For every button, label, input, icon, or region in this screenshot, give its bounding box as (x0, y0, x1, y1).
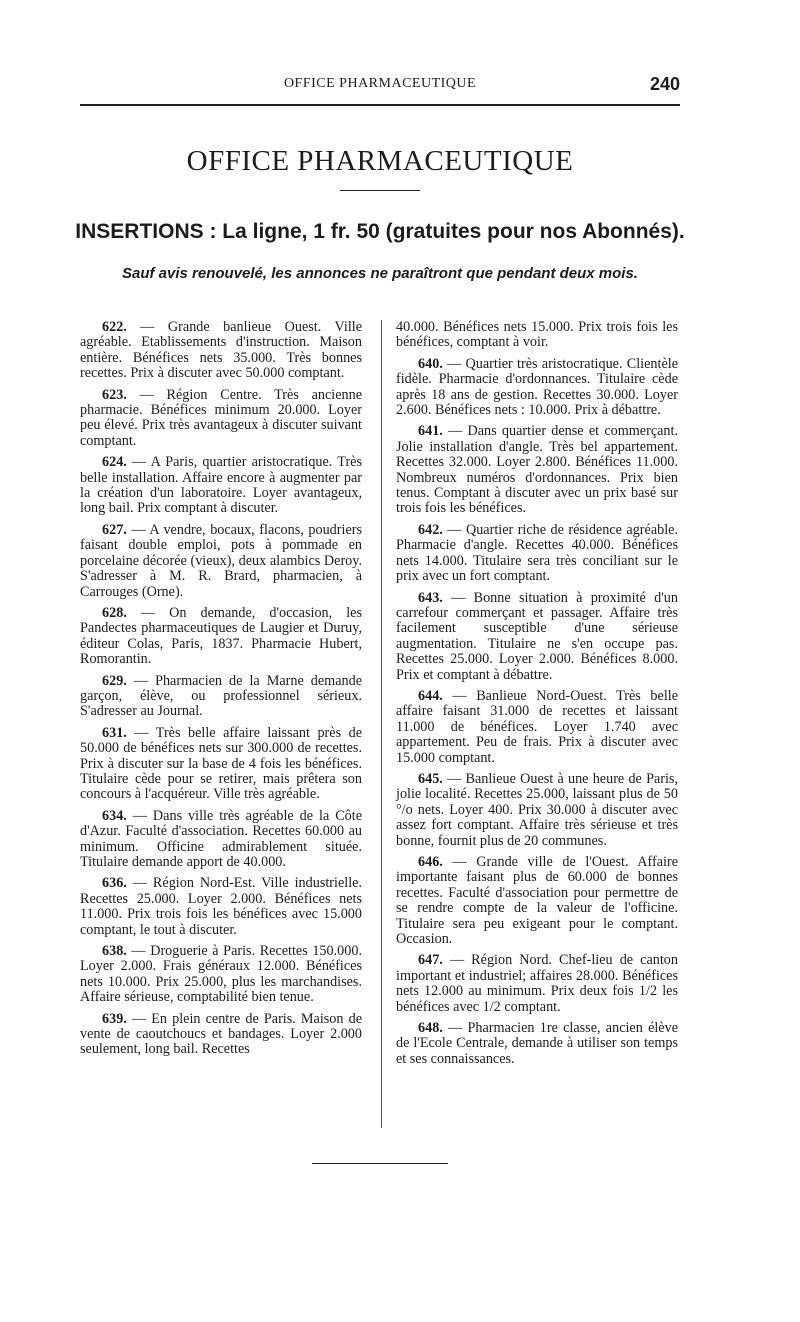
announcement-text: — Région Nord. Chef-lieu de canton important et industriel; affaires 28.000. Bénéfices nets 12.000 au minimum. Prix deux fois 1/2 les bénéfices avec 1/2 comptant. (396, 952, 678, 1015)
announcement (396, 357, 678, 419)
announcement (396, 424, 678, 516)
announcement-number: 629. (102, 672, 127, 689)
running-head (80, 74, 680, 96)
announcement-text: — Très belle affaire laissant près de 50.000 de bénéfices nets sur 300.000 de recettes. Prix à discuter sur la base de 4 fois les bénéfices. Titulaire cède pour se retirer, mais prêtera son concours à l'acquéreur. Ville très agréable. (80, 724, 362, 803)
running-title: OFFICE PHARMACEUTIQUE (283, 76, 477, 91)
announcement (396, 689, 678, 766)
announcement-number: 623. (102, 386, 127, 403)
page-number: 240 (649, 74, 680, 94)
announcement-text: — Grande ville de l'Ouest. Affaire importante faisant plus de 60.000 de bonnes recettes. Faculté d'association pour permettre de se rendre compte de la valeur de l'officine. Titulaire sera peu exigeant pour le comptant. Occasion. (396, 854, 678, 948)
announcement (80, 674, 362, 720)
announcement-number: 628. (102, 604, 127, 621)
announcement-number: 640. (418, 355, 443, 372)
announcement (396, 591, 678, 683)
announcement (80, 523, 362, 600)
announcement (396, 855, 678, 947)
announcement-text: — Grande banlieue Ouest. Ville agréable. Etablissements d'instruction. Maison entière. Bénéfices nets 35.000. Très bonnes recettes. Prix à discuter avec 50.000 comptant. (80, 319, 362, 382)
announcement (396, 1021, 678, 1067)
announcement-text: — Bonne situation à proximité d'un carrefour commerçant et passager. Affaire très facilement susceptible d'une sérieuse augmentation. Titulaire ne s'en occupe pas. Recettes 25.000. Loyer 2.000. Bénéfices 8.000. Prix et comptant à débattre. (396, 589, 678, 683)
announcement-number: 647. (418, 952, 443, 969)
page-title: OFFICE PHARMACEUTIQUE (186, 145, 574, 177)
announcement-number: 645. (418, 770, 443, 787)
footer-rule (312, 1163, 448, 1164)
announcement-text: — Dans quartier dense et commerçant. Jolie installation d'angle. Très bel appartement. Recettes 32.000. Loyer 2.800. Bénéfices 11.000. Nombreux numéros d'ordonnances. Prix bien tenus. Comptant à discuter avec un prix basé sur trois fois les bénéfices. (396, 423, 678, 517)
announcement (80, 388, 362, 450)
announcement-number: 643. (418, 589, 443, 606)
insertion-rates: INSERTIONS : La ligne, 1 fr. 50 (gratuites pour nos Abonnés). (75, 220, 685, 243)
announcement-number: 638. (102, 943, 127, 960)
announcement-text: — Quartier très aristocratique. Clientèle fidèle. Pharmacie d'ordonnances. Titulaire cède après 18 ans de gestion. Recettes 30.000. Loyer 2.600. Bénéfices nets : 10.000. Prix à débattre. (396, 355, 678, 419)
announcement-text: — Pharmacien de la Marne demande garçon, élève, ou professionnel sérieux. S'adresser au Journal. (80, 672, 362, 720)
announcement (396, 523, 678, 585)
announcement-text: — Dans ville très agréable de la Côte d'Azur. Faculté d'association. Recettes 60.000 au minimum. Officine admirablement située. Titulaire demande apport de 40.000. (80, 807, 362, 870)
announcement-number: 642. (418, 521, 443, 538)
announcement-text: — Région Nord-Est. Ville industrielle. Recettes 25.000. Loyer 2.000. Bénéfices nets 11.000. Prix trois fois les bénéfices avec 15.000 comptant, le tout à discuter. (80, 875, 362, 938)
notice-text: Sauf avis renouvelé, les annonces ne paraîtront que pendant deux mois. (122, 265, 638, 282)
column-divider (381, 320, 382, 1128)
announcement-number: 627. (102, 521, 127, 538)
announcement (80, 606, 362, 668)
left-column (80, 320, 362, 1064)
announcement-number: 641. (418, 423, 443, 440)
announcement (80, 944, 362, 1006)
announcement-text: — On demande, d'occasion, les Pandectes pharmaceutiques de Laugier et Duruy, éditeur Colas, Paris, 1837. Pharmacie Hubert, Romorantin. (80, 604, 362, 668)
header-rule (80, 104, 680, 106)
announcement (80, 320, 362, 382)
announcement-number: 636. (102, 875, 127, 892)
announcement-text: — Quartier riche de résidence agréable. Pharmacie d'angle. Recettes 40.000. Bénéfices nets 14.000. Titulaire sera très conciliant sur le prix avec un fort comptant. (396, 521, 678, 585)
announcement-number: 634. (102, 807, 127, 824)
announcement-text: — Banlieue Nord-Ouest. Très belle affaire faisant 31.000 de recettes et laissant 11.000 de bénéfices. Loyer 1.740 avec appartement. Peu de frais. Prix à discuter avec 15.000 comptant. (396, 687, 678, 766)
announcement (80, 876, 362, 938)
announcement-number: 639. (102, 1010, 127, 1027)
announcement-text: — A vendre, bocaux, flacons, poudriers faisant double emploi, pots à pommade en porcelaine décorée (vieux), deux alambics Deroy. S'adresser à M. R. Brard, pharmacien, à Carrouges (Orne). (80, 521, 362, 600)
announcement-text: — Banlieue Ouest à une heure de Paris, jolie localité. Recettes 25.000, laissant plus de 50 °/o nets. Loyer 400. Prix 30.000 à discuter avec assez fort comptant. Affaire très sérieuse et très bonne, fournit plus de 20 communes. (396, 770, 678, 849)
announcement-text: — A Paris, quartier aristocratique. Très belle installation. Affaire encore à augmenter par la création d'un laboratoire. Loyer avantageux, long bail. Prix comptant à discuter. (80, 454, 362, 517)
announcement-text: — Région Centre. Très ancienne pharmacie. Bénéfices minimum 20.000. Loyer peu élevé. Prix très avantageux à discuter suivant comptant. (80, 386, 362, 449)
announcement (80, 726, 362, 803)
right-column (396, 320, 678, 1073)
announcement-number: 624. (102, 454, 127, 471)
announcement-text: — En plein centre de Paris. Maison de vente de caoutchoucs et bandages. Loyer 2.000 seulement, long bail. Recettes (80, 1010, 362, 1058)
announcement (80, 809, 362, 871)
announcement-number: 631. (102, 724, 127, 741)
announcement-number: 622. (102, 319, 127, 335)
announcement-text: — Pharmacien 1re classe, ancien élève de l'Ecole Centrale, demande à utiliser son temps et ses connaissances. (396, 1020, 678, 1067)
announcement (80, 455, 362, 517)
announcement (396, 772, 678, 849)
announcement-number: 644. (418, 687, 443, 704)
title-underline (340, 190, 420, 191)
announcement-number: 646. (418, 854, 443, 870)
announcement-text: — Droguerie à Paris. Recettes 150.000. Loyer 2.000. Frais généraux 12.000. Bénéfices nets 10.000. Prix 25.000, plus les marchandises. Affaire sérieuse, comptabilité bien tenue. (80, 943, 362, 1006)
announcement (396, 953, 678, 1015)
announcement (80, 1012, 362, 1058)
announcement-continuation: 40.000. Bénéfices nets 15.000. Prix trois fois les bénéfices, comptant à voir. (396, 319, 678, 351)
announcement-number: 648. (418, 1020, 443, 1037)
